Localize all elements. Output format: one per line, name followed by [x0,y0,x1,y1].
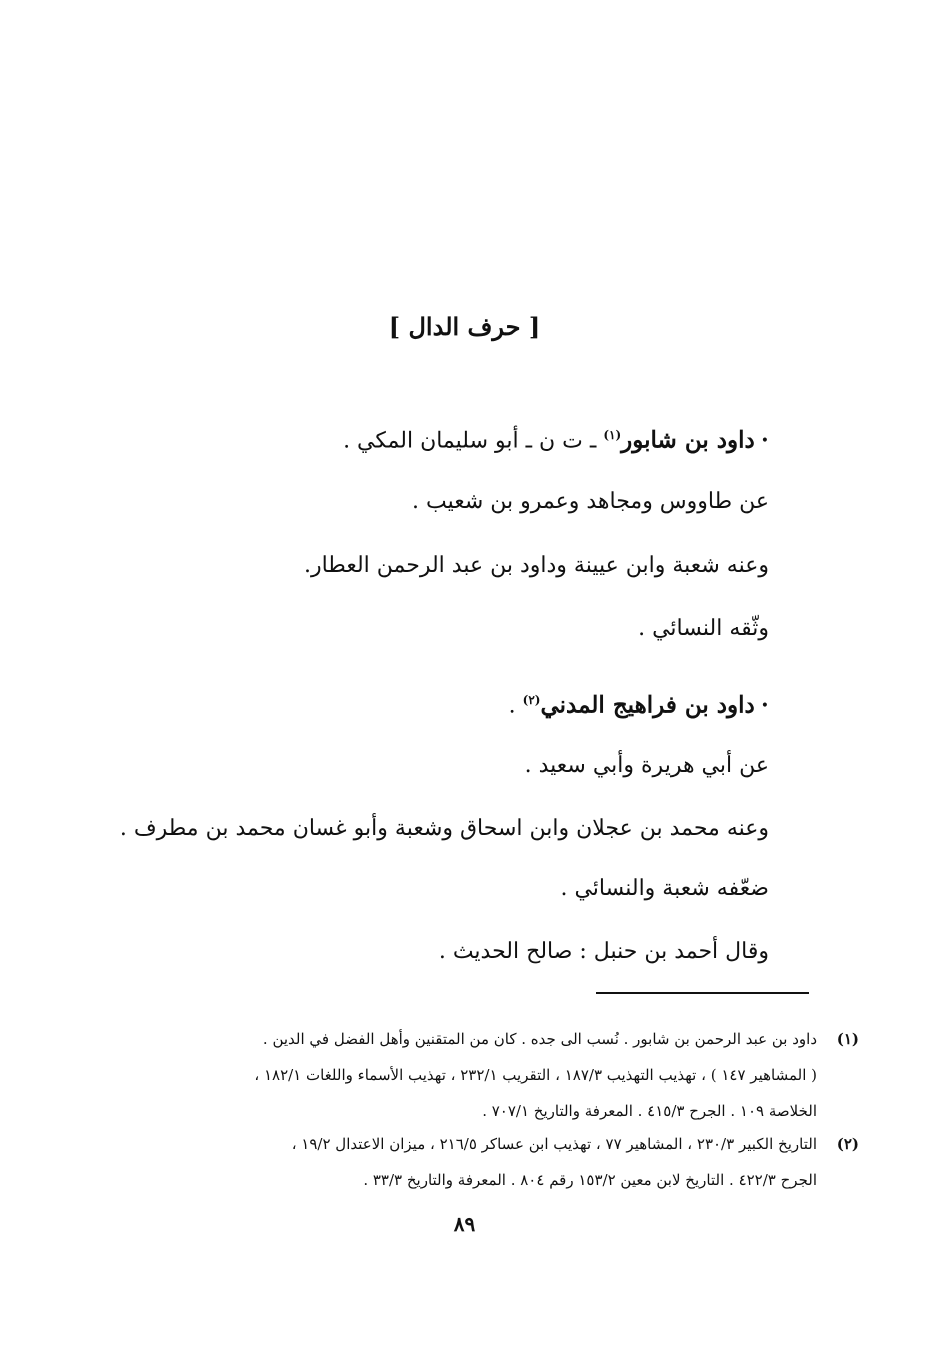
entry-2-title-tail: . [508,693,516,719]
footnote-line: الخلاصة ١٠٩ . الجرح ٤١٥/٣ . المعرفة والتاريخ ٧٠٧/١ . [482,1102,817,1120]
footnote-line: ( المشاهير ١٤٧ ) ، تهذيب التهذيب ١٨٧/٣ ، التقريب ٢٣٢/١ ، تهذيب الأسماء واللغات ١٨٢/١ ، [254,1066,817,1084]
footnote-number: (١) [836,1030,859,1048]
entry-2-line: عن أبي هريرة وأبي سعيد . [524,753,769,778]
footnote-line: الجرح ٤٢٢/٣ . التاريخ لابن معين ١٥٣/٢ رقم ٨٠٤ . المعرفة والتاريخ ٣٣/٣ . [363,1171,817,1189]
entry-2-line: وعنه محمد بن عجلان وابن اسحاق وشعبة وأبو غسان محمد بن مطرف . [119,816,769,841]
entry-1-line: وعنه شعبة وابن عيينة وداود بن عبد الرحمن العطار. [303,553,769,578]
entry-2-title-line [509,685,769,721]
footnote-separator [596,992,809,994]
entry-1-note-ref: (١) [603,428,622,442]
entry-1-title-line [343,420,769,456]
entry-1-title-tail: ـ ت ن ـ أبو سليمان المكي . [343,428,597,454]
entry-1-line: وثّقه النسائي . [638,616,769,641]
footnote-number: (٢) [836,1135,859,1153]
entry-2-note-ref: (٢) [522,693,541,707]
footnote-1 [117,1021,859,1129]
entry-2-line: وقال أحمد بن حنبل : صالح الحديث . [438,939,769,964]
footnote-line: التاريخ الكبير ٢٣٠/٣ ، المشاهير ٧٧ ، تهذيب ابن عساكر ٢١٦/٥ ، ميزان الاعتدال ١٩/٢ ، [291,1135,817,1153]
entry-2-line: ضعّفه شعبة والنسائي . [560,876,769,901]
entry-marker: • [760,433,769,450]
footnote-2 [117,1126,859,1198]
footnote-line: داود بن عبد الرحمن بن شابور . نُسب الى جده . كان من المتقنين وأهل الفضل في الدين . [262,1030,817,1048]
entry-1-line: عن طاووس ومجاهد وعمرو بن شعيب . [412,489,769,514]
page-number: ٨٩ [453,1212,476,1236]
entry-marker: • [760,698,769,715]
section-heading: [ حرف الدال ] [388,312,541,341]
entry-2-title: داود بن فراهيج المدني [540,691,755,719]
entry-1-title: داود بن شابور [621,426,755,454]
